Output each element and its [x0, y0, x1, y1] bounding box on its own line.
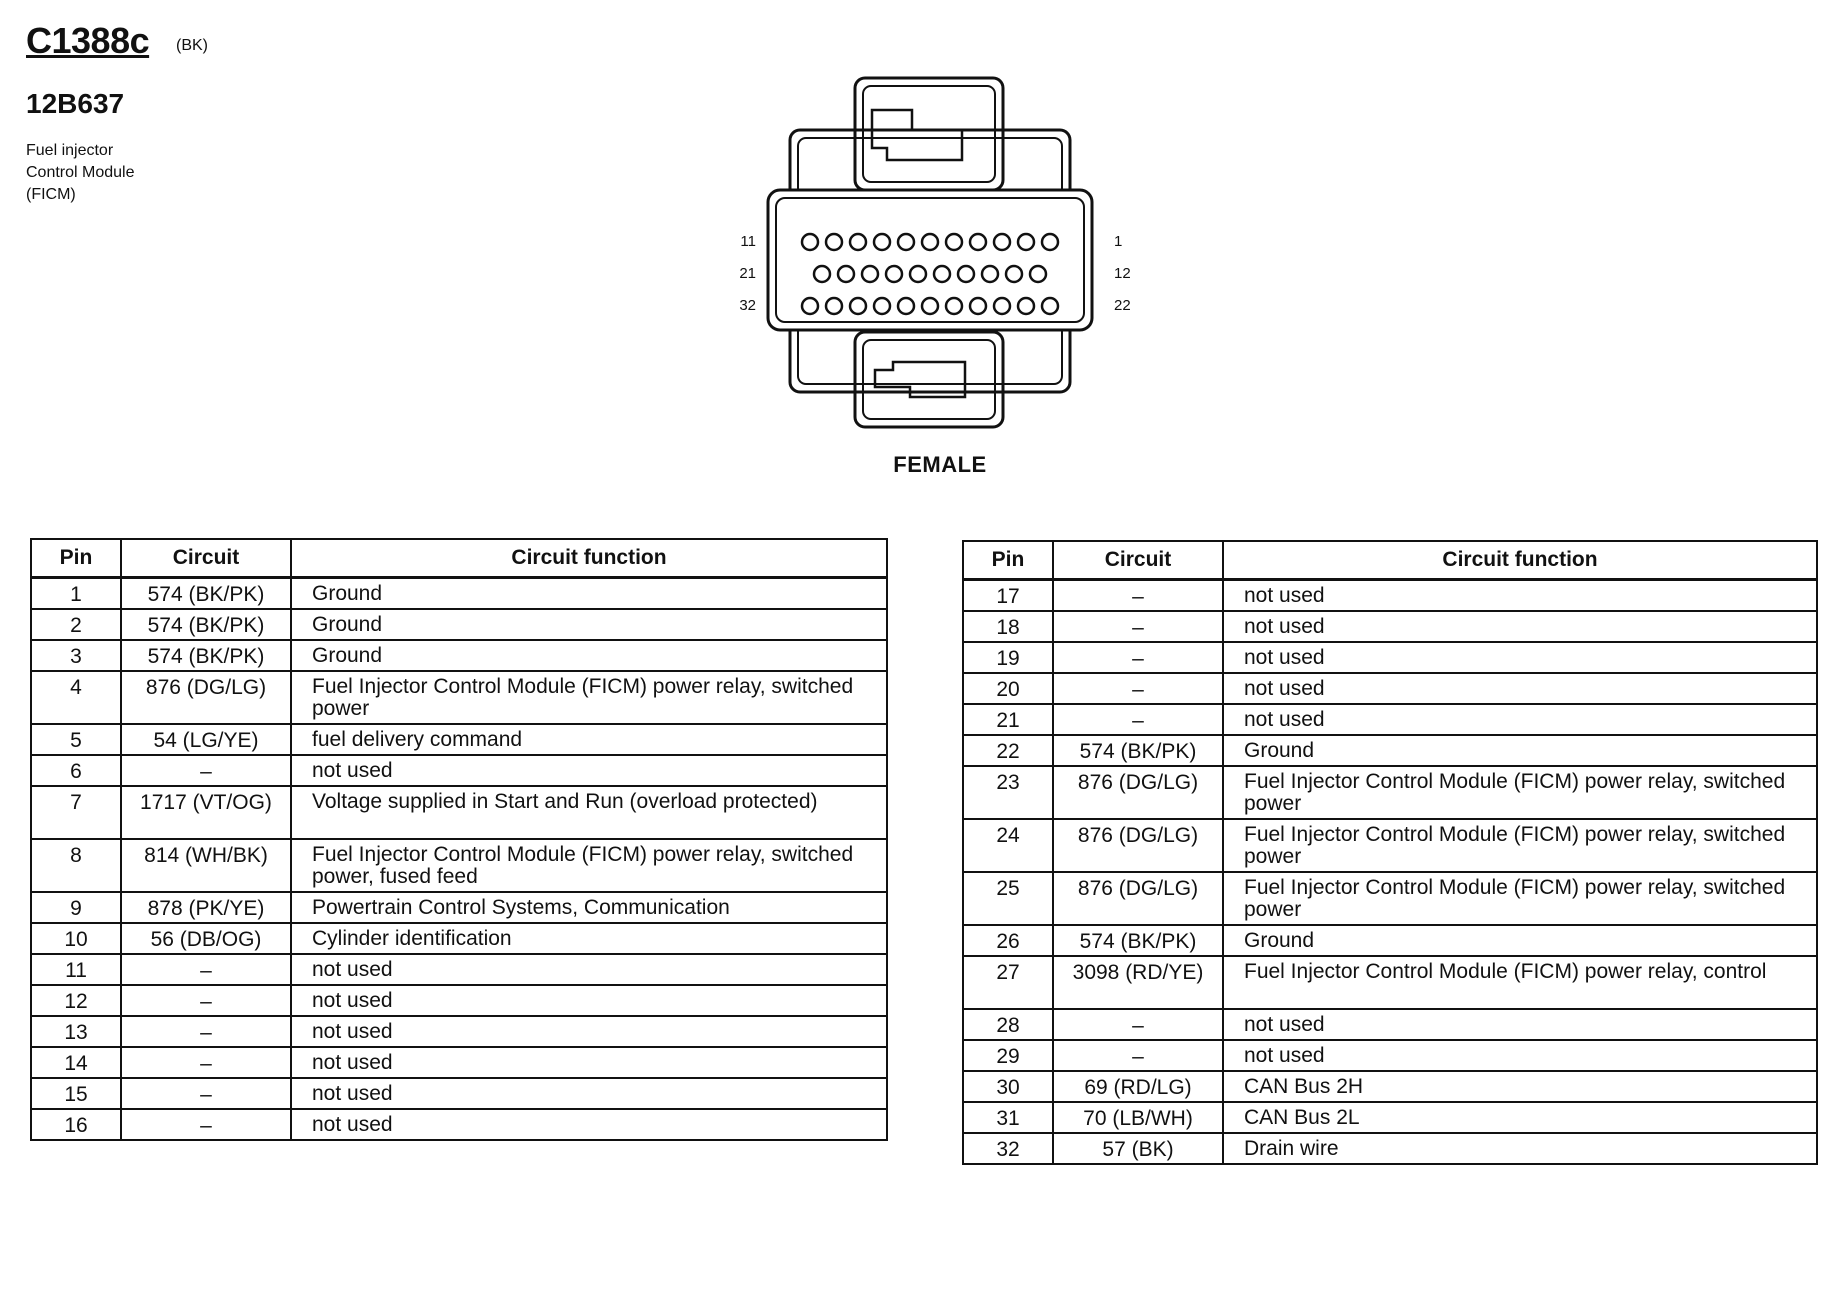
function-cell: not used	[1223, 611, 1817, 642]
pin-cell: 15	[31, 1078, 121, 1109]
circuit-cell: –	[1053, 611, 1223, 642]
circuit-cell: –	[121, 985, 291, 1016]
circuit-cell: 878 (PK/YE)	[121, 892, 291, 923]
pin-cell: 9	[31, 892, 121, 923]
pin-cell: 7	[31, 786, 121, 839]
pin-cell: 24	[963, 819, 1053, 872]
function-cell: not used	[1223, 673, 1817, 704]
circuit-cell: –	[121, 1078, 291, 1109]
circuit-cell: –	[121, 1109, 291, 1140]
table-row	[963, 1071, 1817, 1102]
pin-cell: 31	[963, 1102, 1053, 1133]
pin-cell: 16	[31, 1109, 121, 1140]
function-cell: Fuel Injector Control Module (FICM) power relay, switched power	[1223, 819, 1817, 872]
pin-cell: 17	[963, 580, 1053, 611]
function-cell: not used	[291, 1016, 887, 1047]
function-cell: not used	[291, 755, 887, 786]
pin-cell: 3	[31, 640, 121, 671]
header-circuit: Circuit	[1053, 541, 1223, 580]
table-row	[963, 872, 1817, 925]
table-row	[31, 1047, 887, 1078]
circuit-cell: 574 (BK/PK)	[121, 578, 291, 609]
circuit-cell: 574 (BK/PK)	[121, 609, 291, 640]
pin-cell: 21	[963, 704, 1053, 735]
function-cell: Ground	[1223, 735, 1817, 766]
header-pin: Pin	[963, 541, 1053, 580]
circuit-cell: 876 (DG/LG)	[1053, 819, 1223, 872]
table-row	[963, 1102, 1817, 1133]
function-cell: Fuel Injector Control Module (FICM) power relay, control	[1223, 956, 1817, 1009]
circuit-cell: 1717 (VT/OG)	[121, 786, 291, 839]
pin-face-inner	[776, 198, 1084, 322]
pin-cell: 5	[31, 724, 121, 755]
pin-cell: 4	[31, 671, 121, 724]
function-cell: Ground	[291, 640, 887, 671]
header-pin: Pin	[31, 539, 121, 578]
pin-cell: 20	[963, 673, 1053, 704]
pin-cell: 18	[963, 611, 1053, 642]
table-row	[963, 1009, 1817, 1040]
pin-cell: 28	[963, 1009, 1053, 1040]
pin-cell: 10	[31, 923, 121, 954]
function-cell: Fuel Injector Control Module (FICM) power relay, switched power	[1223, 766, 1817, 819]
table-row	[31, 1016, 887, 1047]
table-row	[31, 786, 887, 839]
connector-gender: FEMALE	[893, 452, 987, 477]
row-label-right: 1	[1114, 233, 1123, 250]
row-label-left: 11	[740, 233, 756, 250]
circuit-cell: –	[1053, 1040, 1223, 1071]
function-cell: Fuel Injector Control Module (FICM) power relay, switched power	[291, 671, 887, 724]
function-cell: not used	[1223, 1040, 1817, 1071]
top-latch-inner	[863, 86, 995, 182]
description-line: (FICM)	[26, 186, 76, 203]
circuit-cell: –	[1053, 1009, 1223, 1040]
pin-cell: 27	[963, 956, 1053, 1009]
circuit-cell: 814 (WH/BK)	[121, 839, 291, 892]
function-cell: fuel delivery command	[291, 724, 887, 755]
function-cell: not used	[1223, 1009, 1817, 1040]
circuit-cell: –	[121, 755, 291, 786]
circuit-cell: –	[1053, 673, 1223, 704]
table-row	[963, 704, 1817, 735]
circuit-cell: 56 (DB/OG)	[121, 923, 291, 954]
pin-cell: 30	[963, 1071, 1053, 1102]
pin-cell: 13	[31, 1016, 121, 1047]
function-cell: not used	[291, 1047, 887, 1078]
pin-cell: 25	[963, 872, 1053, 925]
row-label-left: 32	[739, 297, 756, 314]
part-number: 12B637	[26, 88, 125, 119]
connector-id: C1388c	[26, 20, 150, 61]
function-cell: not used	[1223, 580, 1817, 611]
function-cell: CAN Bus 2H	[1223, 1071, 1817, 1102]
table-row	[963, 642, 1817, 673]
table-row	[31, 954, 887, 985]
description-line: Control Module	[26, 164, 135, 181]
function-cell: Powertrain Control Systems, Communication	[291, 892, 887, 923]
function-cell: not used	[291, 1078, 887, 1109]
circuit-cell: –	[1053, 580, 1223, 611]
pin-cell: 19	[963, 642, 1053, 673]
table-row	[963, 766, 1817, 819]
table-row	[31, 923, 887, 954]
function-cell: not used	[1223, 704, 1817, 735]
row-label-left: 21	[739, 265, 756, 282]
table-row	[31, 985, 887, 1016]
function-cell: Cylinder identification	[291, 923, 887, 954]
top-latch-tab	[872, 110, 962, 160]
circuit-cell: 57 (BK)	[1053, 1133, 1223, 1164]
pin-cell: 1	[31, 578, 121, 609]
pin-cell: 23	[963, 766, 1053, 819]
function-cell: Ground	[291, 578, 887, 609]
row-label-right: 22	[1114, 297, 1131, 314]
table-row	[31, 671, 887, 724]
circuit-cell: 574 (BK/PK)	[1053, 735, 1223, 766]
table-row	[963, 925, 1817, 956]
circuit-cell: 70 (LB/WH)	[1053, 1102, 1223, 1133]
pin-cell: 14	[31, 1047, 121, 1078]
pin-cell: 22	[963, 735, 1053, 766]
table-row	[31, 892, 887, 923]
function-cell: not used	[1223, 642, 1817, 673]
connector-face-diagram	[700, 70, 1170, 430]
pin-cell: 32	[963, 1133, 1053, 1164]
row-label-right: 12	[1114, 265, 1131, 282]
pin-cell: 12	[31, 985, 121, 1016]
circuit-cell: –	[121, 1016, 291, 1047]
table-row	[31, 609, 887, 640]
table-row	[963, 735, 1817, 766]
function-cell: Drain wire	[1223, 1133, 1817, 1164]
pin-cell: 26	[963, 925, 1053, 956]
table-row	[31, 1078, 887, 1109]
circuit-cell: –	[1053, 642, 1223, 673]
circuit-cell: 876 (DG/LG)	[1053, 766, 1223, 819]
pin-cell: 29	[963, 1040, 1053, 1071]
table-row	[963, 1040, 1817, 1071]
table-row	[963, 580, 1817, 611]
pinout-table-right	[962, 540, 1818, 1165]
function-cell: not used	[291, 985, 887, 1016]
table-row	[963, 1133, 1817, 1164]
top-latch	[855, 78, 1003, 190]
circuit-cell: 3098 (RD/YE)	[1053, 956, 1223, 1009]
circuit-cell: –	[1053, 704, 1223, 735]
table-row	[963, 673, 1817, 704]
pin-cell: 6	[31, 755, 121, 786]
table-row	[31, 839, 887, 892]
function-cell: Fuel Injector Control Module (FICM) power relay, switched power	[1223, 872, 1817, 925]
bottom-latch-inner	[863, 340, 995, 419]
function-cell: not used	[291, 954, 887, 985]
table-row	[31, 724, 887, 755]
function-cell: Voltage supplied in Start and Run (overload protected)	[291, 786, 887, 839]
module-description	[26, 140, 226, 206]
table-row	[963, 819, 1817, 872]
table-row	[963, 611, 1817, 642]
table-row	[31, 640, 887, 671]
pin-cell: 8	[31, 839, 121, 892]
function-cell: Fuel Injector Control Module (FICM) power relay, switched power, fused feed	[291, 839, 887, 892]
table-row	[31, 755, 887, 786]
pin-cell: 11	[31, 954, 121, 985]
header-function: Circuit function	[291, 539, 887, 578]
circuit-cell: 54 (LG/YE)	[121, 724, 291, 755]
pin-cell: 2	[31, 609, 121, 640]
circuit-cell: 69 (RD/LG)	[1053, 1071, 1223, 1102]
table-row	[31, 578, 887, 609]
function-cell: not used	[291, 1109, 887, 1140]
bottom-latch	[855, 332, 1003, 427]
header-circuit: Circuit	[121, 539, 291, 578]
table-row	[31, 1109, 887, 1140]
circuit-cell: 876 (DG/LG)	[121, 671, 291, 724]
description-line: Fuel injector	[26, 142, 114, 159]
circuit-cell: 876 (DG/LG)	[1053, 872, 1223, 925]
function-cell: Ground	[1223, 925, 1817, 956]
circuit-cell: –	[121, 1047, 291, 1078]
pinout-table-left	[30, 538, 888, 1141]
circuit-cell: 574 (BK/PK)	[1053, 925, 1223, 956]
function-cell: Ground	[291, 609, 887, 640]
table-row	[963, 956, 1817, 1009]
function-cell: CAN Bus 2L	[1223, 1102, 1817, 1133]
circuit-cell: –	[121, 954, 291, 985]
header-function: Circuit function	[1223, 541, 1817, 580]
connector-color: (BK)	[176, 37, 208, 54]
circuit-cell: 574 (BK/PK)	[121, 640, 291, 671]
